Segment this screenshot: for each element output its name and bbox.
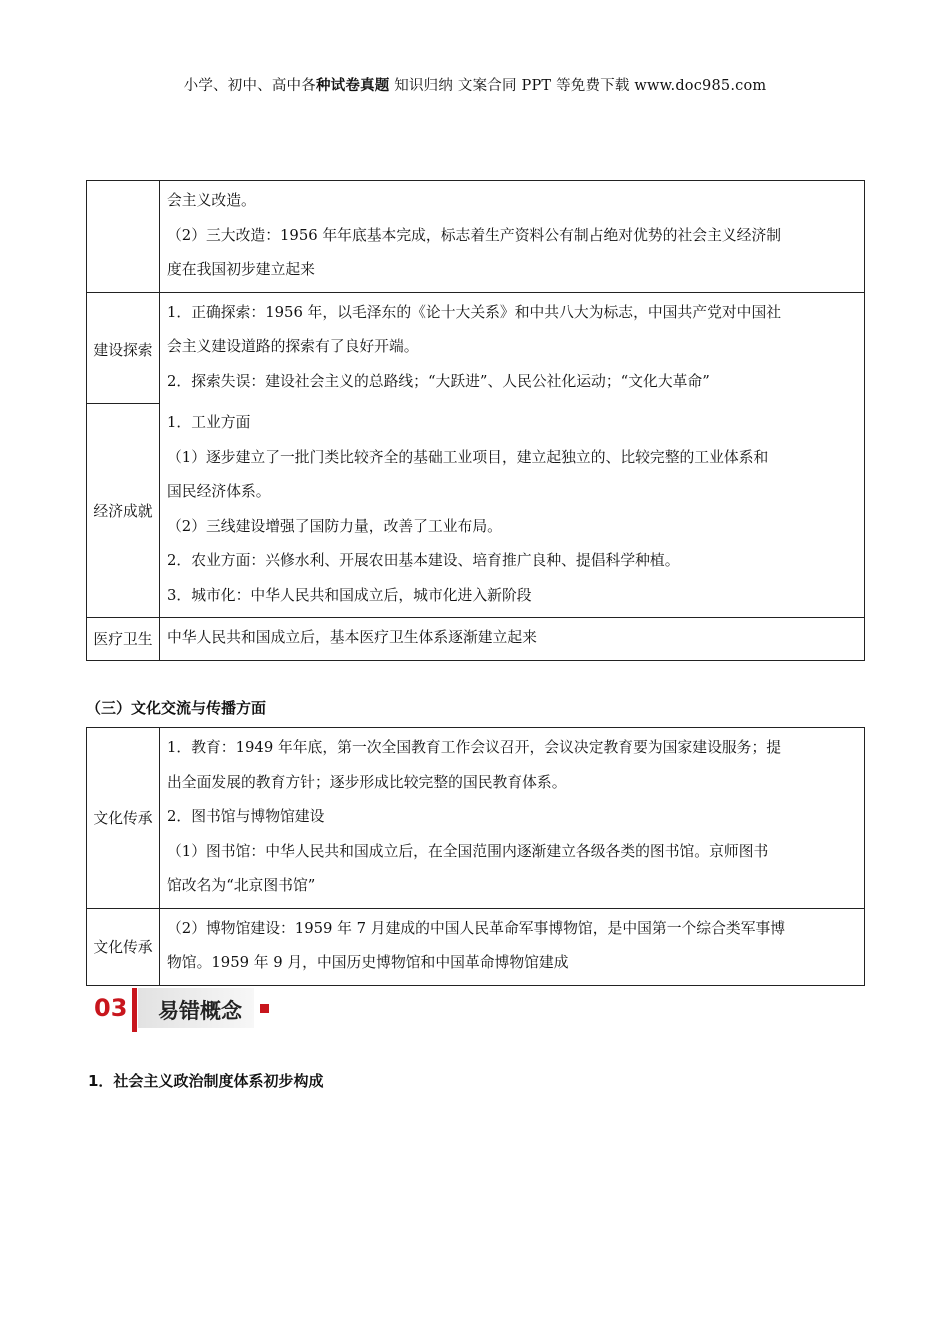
- content-line: 2．探索失误：建设社会主义的总路线；“大跃进”、人民公社化运动；“文化大革命”: [167, 372, 710, 390]
- page-header: [0, 74, 950, 95]
- content-line: 3．城市化：中华人民共和国成立后，城市化进入新阶段: [167, 586, 532, 604]
- banner-accent-bar: [132, 988, 137, 1032]
- table-row: [87, 292, 865, 403]
- table-row: [87, 181, 865, 293]
- content-line: 1．工业方面: [167, 414, 251, 431]
- banner-square-icon: [260, 1004, 269, 1013]
- content-line: 中华人民共和国成立后，基本医疗卫生体系逐渐建立起来: [167, 629, 537, 646]
- header-website-link[interactable]: www.doc985.com: [629, 78, 767, 94]
- row-content: [160, 403, 865, 618]
- content-line: 出全面发展的教育方针；逐步形成比较完整的国民教育体系。: [167, 773, 567, 791]
- header-part-2: 种试卷真题: [315, 77, 390, 94]
- content-line: （2）博物馆建设：1959 年 7 月建成的中国人民革命军事博物馆，是中国第一个综合类军事博: [167, 919, 786, 937]
- table-row: [87, 403, 865, 618]
- content-line: 国民经济体系。: [167, 483, 271, 500]
- content-line: 2．图书馆与博物馆建设: [167, 808, 325, 825]
- content-line: 会主义建设道路的探索有了良好开端。: [167, 338, 419, 355]
- content-line: （1）逐步建立了一批门类比较齐全的基础工业项目，建立起独立的、比较完整的工业体系和: [167, 448, 769, 466]
- table-row: [87, 908, 865, 985]
- content-line: （2）三大改造：1956 年年底基本完成，标志着生产资料公有制占绝对优势的社会主义经济制: [167, 226, 782, 244]
- row-content: [160, 618, 865, 661]
- row-content: [160, 908, 865, 985]
- section-title: （三）文化交流与传播方面: [86, 699, 267, 717]
- point-heading: 1．社会主义政治制度体系初步构成: [88, 1072, 324, 1090]
- row-label-economy: 经济成就: [87, 403, 160, 618]
- history-table-1: [86, 180, 865, 661]
- row-content: [160, 728, 865, 909]
- banner-number: 03: [94, 994, 128, 1022]
- row-content: [160, 181, 865, 293]
- content-line: 物馆。1959 年 9 月，中国历史博物馆和中国革命博物馆建成: [167, 954, 569, 971]
- banner-title: 易错概念: [158, 999, 242, 1023]
- section-banner: [88, 986, 270, 1032]
- content-line: （2）三线建设增强了国防力量，改善了工业布局。: [167, 517, 502, 535]
- row-label-culture: 文化传承: [87, 908, 160, 985]
- row-content: [160, 292, 865, 403]
- content-line: 1．正确探索：1956 年，以毛泽东的《论十大关系》和中共八大为标志，中国共产党对中国社: [167, 303, 782, 321]
- header-part-4: 文案合同 PPT 等免费下载: [457, 78, 630, 94]
- header-part-3: 知识归纳: [389, 78, 458, 94]
- table-row: [87, 728, 865, 909]
- content-line: 馆改名为“北京图书馆”: [167, 877, 316, 894]
- row-label: [87, 181, 160, 293]
- content-line: 1．教育：1949 年年底，第一次全国教育工作会议召开，会议决定教育要为国家建设服务；提: [167, 739, 782, 756]
- history-table-2: [86, 727, 865, 986]
- table-row: [87, 618, 865, 661]
- row-label-medical: 医疗卫生: [87, 618, 160, 661]
- header-part-1: 小学、初中、高中各: [183, 78, 316, 94]
- content-line: （1）图书馆：中华人民共和国成立后，在全国范围内逐渐建立各级各类的图书馆。京师图书: [167, 842, 769, 860]
- content-line: 2．农业方面：兴修水利、开展农田基本建设、培育推广良种、提倡科学种植。: [167, 552, 680, 569]
- row-label-construction: 建设探索: [87, 292, 160, 403]
- content-line: 会主义改造。: [167, 192, 256, 209]
- row-label-culture: 文化传承: [87, 728, 160, 909]
- content-line: 度在我国初步建立起来: [167, 261, 315, 278]
